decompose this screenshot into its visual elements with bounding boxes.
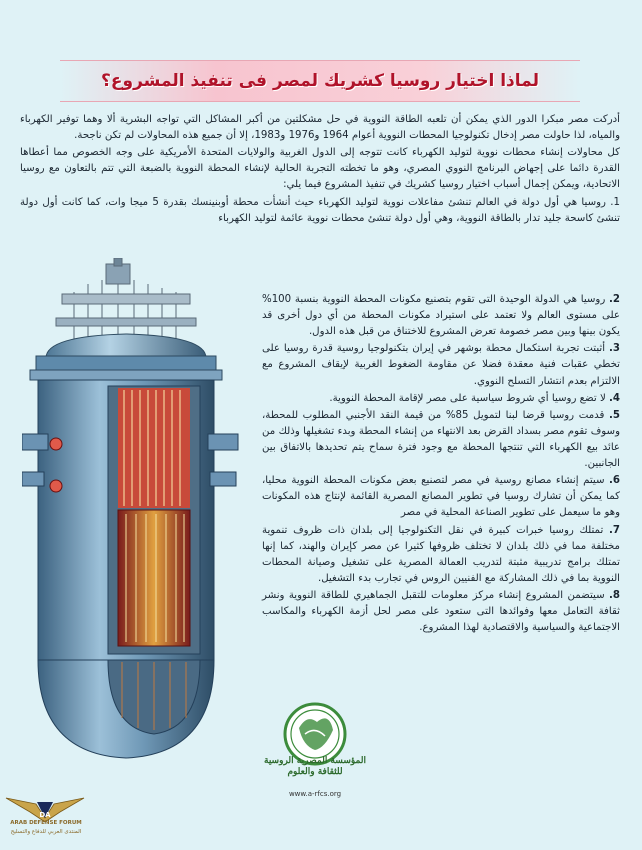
reason-number: 6. bbox=[609, 475, 620, 487]
reason-item-1: 1. روسيا هي أول دولة في العالم تنشئ مفاعلات نووية لتوليد الكهرباء حيث أنشأت محطة أوبنينسك بقدرة 5 ميجا وات، كما كانت أول دولة تنشئ كاسحة جليد تدار بالطاقة النووية، وهي أول دولة تنشئ محطات نووية عائمة لتوليد الكهرباء bbox=[20, 196, 620, 224]
reason-text: سيتم إنشاء مصانع روسية في مصر لتصنيع بعض مكونات المحطة النووية محليا، كما يمكن أن تشارك روسيا في تطوير المصانع المصرية القائمة لإنتاج هذه المكونات وهو ما سيعمل على تطوير الصناعة المحلية في مصر bbox=[262, 475, 620, 519]
reason-item-7 bbox=[262, 523, 620, 587]
reason-number: 2. bbox=[609, 294, 620, 305]
reason-number: 3. bbox=[609, 343, 620, 355]
reason-text: أثبتت تجربة استكمال محطة بوشهر في إيران بتكنولوجيا روسية قدرة روسيا على تخطي عقبات فنية معقدة فضلا عن مقاومة الضغوط الغربية لإيقاف المشروع مع الالتزام بعدم انتشار التسلح النووي. bbox=[262, 343, 620, 387]
reason-text: تمتلك روسيا خبرات كبيرة في نقل التكنولوجيا إلى بلدان ذات ظروف تنموية مختلفة مما في ذلك بلدان لا تختلف ظروفها كثيرا عن مصر كإيران والهند، كما إنها تمتلك برامج تدريبية مثبتة لتدريب العمالة المصرية على تشغيل وصيانة المحطات النووية بما في ذلك المشاركة مع الفنيين الروس في تجارب بدء التشغيل. bbox=[262, 524, 620, 584]
reason-number: 4. bbox=[609, 392, 620, 404]
reason-text: لا تضع روسيا أي شروط سياسية على مصر لإقامة المحطة النووية. bbox=[329, 392, 606, 404]
reason-number: 7. bbox=[609, 524, 620, 536]
watermark-subtitle: المنتدى العربي للدفاع والتسليح bbox=[10, 829, 82, 835]
intro-paragraph-1: أدركت مصر مبكرا الدور الذي يمكن أن تلعبه الطاقة النووية في حل مشكلتين من أكبر المشاكل التي تواجه البشرية ألا وهما توفير الكهرباء والمياه، لذا حاولت مصر إدخال تكنولوجيا المحطات النووية أعوام 1964 و1976 و1983، إلا أن جميع هذه المحاولات لم تكن ناجحة. bbox=[20, 114, 620, 142]
watermark-name: ARAB DEFENSE FORUM bbox=[10, 820, 82, 826]
reason-item-3 bbox=[262, 341, 620, 389]
reason-item-5 bbox=[262, 408, 620, 472]
reason-item-4 bbox=[262, 391, 620, 407]
page-title: لماذا اختيار روسيا كشريك لمصر فى تنفيذ المشروع؟ bbox=[60, 60, 580, 102]
reason-item-2 bbox=[262, 292, 620, 340]
watermark-badge: DA bbox=[39, 811, 51, 819]
foundation-name-line2: للثقافة والعلوم bbox=[287, 767, 343, 778]
reason-item-6 bbox=[262, 473, 620, 521]
reason-number: 5. bbox=[609, 409, 620, 421]
reason-item-8 bbox=[262, 588, 620, 636]
reactor-vessel-illustration bbox=[22, 258, 258, 766]
foundation-name-line1: المؤسسة المصرية الروسية bbox=[264, 756, 366, 766]
foundation-name bbox=[262, 756, 368, 779]
foundation-url: www.a-rfcs.org bbox=[288, 790, 342, 798]
arab-defense-forum-watermark bbox=[2, 788, 88, 846]
reason-text: قدمت روسيا قرضا لبنا لتمويل 85% من قيمة النقد الأجنبي المطلوب للمحطة، وسوف تقوم مصر بسداد القرض بعد الانتهاء من إنشاء المحطة وبدء تشغيلها وذلك من عائد بيع الكهرباء التي تنتجها المحطة مع وجود فترة سماح يتم تحديدها بالاتفاق بين الجانبين. bbox=[262, 409, 620, 470]
reason-number: 8. bbox=[609, 589, 620, 601]
reasons-list bbox=[262, 292, 620, 637]
intro-paragraph-2: كل محاولات إنشاء محطات نووية لتوليد الكهرباء كانت تتوجه إلى الدول الغربية والولايات المتحدة الأمريكية على وجه الخصوص مما أعطاها القدرة دائما على إجهاض البرنامج النووي المصري، وهو ما تخطته التجربة الحالية لإنشاء المحطة النووية بالضبعة التي تتم بالتعاون مع روسيا الاتحادية، ويمكن إجمال أسباب اختيار روسيا كشريك في تنفيذ المشروع فيما يلي: bbox=[20, 147, 620, 191]
intro-section bbox=[20, 112, 620, 228]
reason-text: سيتضمن المشروع إنشاء مركز معلومات للتقبل الجماهيري للطاقة النووية ونشر ثقافة التعامل معها وفوائدها التى ستعود على مصر لحل أزمة الكهرباء والمكاسب الاجتماعية والسياسية والاقتصادية لهذا المشروع. bbox=[262, 589, 620, 634]
reason-text: روسيا هي الدولة الوحيدة التى تقوم بتصنيع مكونات المحطة النووية بنسبة 100% على مستوى العالم ولا تعتمد على استيراد مكونات المحطة من أي دول أخرى قد يكون بينها وبين مصر خصومة تعرض المشروع للاختناق من قبل هذه الدول. bbox=[262, 294, 620, 338]
